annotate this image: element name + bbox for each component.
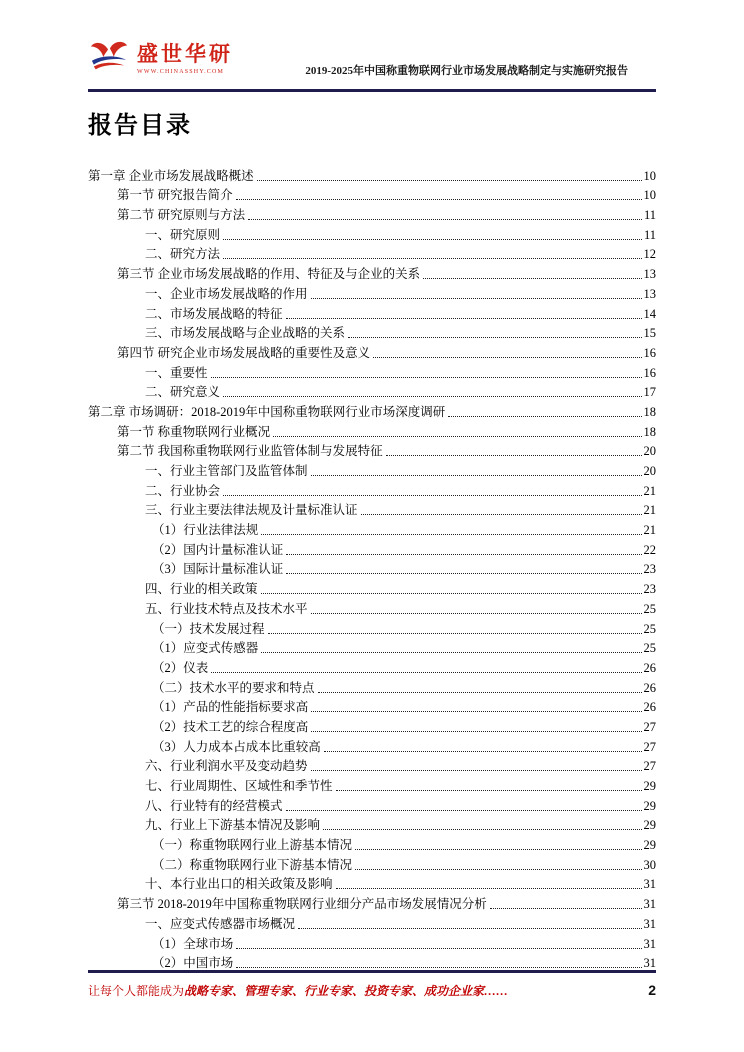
toc-entry-title: 十、本行业出口的相关政策及影响	[145, 877, 333, 892]
toc-entry-title: 六、行业利润水平及变动趋势	[145, 759, 308, 774]
toc-entry-title: 一、研究原则	[145, 227, 221, 242]
toc-entry-page: 27	[643, 739, 656, 754]
toc-entry	[88, 459, 656, 479]
footer-slogan	[88, 982, 508, 999]
toc-entry-title: 三、市场发展战略与企业战略的关系	[145, 326, 346, 341]
page-header	[88, 0, 656, 92]
toc-entry-title: （2）国内计量标准认证	[152, 542, 284, 557]
toc-entry-title: 一、行业主管部门及监管体制	[145, 464, 308, 478]
toc-entry-title: （2）仪表	[152, 660, 209, 675]
toc-entry-page: 23	[643, 582, 656, 597]
toc-dot-leader	[257, 180, 642, 181]
toc-entry-page: 29	[643, 798, 656, 813]
toc-entry-title: 第二节 研究原则与方法	[117, 208, 246, 223]
report-title: 2019-2025年中国称重物联网行业市场发展战略制定与实施研究报告	[305, 65, 628, 77]
toc-entry-page: 20	[643, 464, 656, 478]
toc-entry-page: 17	[643, 385, 656, 400]
toc-entry-page: 29	[643, 779, 656, 793]
toc-entry	[88, 873, 656, 893]
toc-entry-title: 九、行业上下游基本情况及影响	[145, 818, 321, 833]
toc-entry	[88, 361, 656, 381]
toc-entry-title: （一）称重物联网行业上游基本情况	[152, 838, 353, 853]
toc-entry	[88, 400, 656, 420]
toc-entry-page: 14	[643, 306, 656, 321]
toc-entry-page: 11	[643, 208, 656, 223]
toc-entry	[88, 577, 656, 597]
toc-entry	[88, 341, 656, 361]
toc-entry	[88, 558, 656, 578]
toc-entry-title: 二、行业协会	[145, 483, 221, 498]
toc-dot-leader	[311, 475, 642, 476]
footer-slogan-emphasis: 战略专家、管理专家、行业专家、投资专家、成功企业家……	[184, 984, 509, 998]
toc-entry-page: 11	[643, 227, 656, 242]
toc-entry	[88, 814, 656, 834]
toc-dot-leader	[336, 888, 642, 889]
toc-entry	[88, 381, 656, 401]
toc-dot-leader	[311, 711, 641, 712]
toc-dot-leader	[348, 337, 641, 338]
toc-entry	[88, 892, 656, 912]
toc-entry	[88, 617, 656, 637]
toc-entry-page: 10	[643, 168, 656, 183]
toc-entry-page: 22	[643, 542, 656, 557]
toc-entry-title: （1）全球市场	[152, 936, 234, 951]
toc-dot-leader	[324, 751, 642, 752]
toc-entry	[88, 774, 656, 794]
toc-dot-leader	[268, 633, 642, 634]
toc-entry	[88, 932, 656, 952]
toc-entry-title: （2）中国市场	[152, 956, 234, 971]
toc-entry-title: （二）技术水平的要求和特点	[152, 680, 315, 695]
toc-entry	[88, 203, 656, 223]
toc-entry-page: 20	[643, 444, 656, 459]
toc-entry-title: 一、重要性	[145, 365, 208, 380]
toc-entry-page: 26	[643, 660, 656, 675]
toc-entry-page: 21	[643, 483, 656, 498]
toc-entry-title: 第一节 称重物联网行业概况	[117, 424, 271, 439]
toc-entry	[88, 538, 656, 558]
toc-dot-leader	[311, 731, 641, 732]
toc-entry	[88, 676, 656, 696]
toc-entry	[88, 912, 656, 932]
toc-entry-title: 二、研究方法	[145, 247, 221, 262]
toc-dot-leader	[223, 239, 642, 240]
toc-entry	[88, 637, 656, 657]
toc-entry-title: 第四节 研究企业市场发展战略的重要性及意义	[117, 345, 371, 360]
toc-dot-leader	[423, 278, 641, 279]
toc-entry	[88, 322, 656, 342]
toc-dot-leader	[448, 416, 641, 417]
toc-dot-leader	[311, 298, 642, 299]
toc-dot-leader	[298, 928, 641, 929]
toc-entry	[88, 499, 656, 519]
toc-entry-page: 29	[643, 818, 656, 833]
toc-entry	[88, 853, 656, 873]
brand-text	[137, 44, 233, 75]
toc-entry	[88, 302, 656, 322]
toc-entry	[88, 794, 656, 814]
toc-list	[88, 164, 656, 971]
toc-entry-title: 四、行业的相关政策	[145, 582, 258, 597]
toc-entry-page: 31	[643, 897, 656, 912]
toc-entry-title: （2）技术工艺的综合程度高	[152, 719, 309, 734]
toc-entry	[88, 223, 656, 243]
toc-entry-title: （二）称重物联网行业下游基本情况	[152, 857, 353, 872]
toc-entry-title: 五、行业技术特点及技术水平	[145, 601, 308, 616]
toc-entry-title: 第三节 企业市场发展战略的作用、特征及与企业的关系	[117, 267, 421, 282]
toc-dot-leader	[323, 829, 641, 830]
page-title: 报告目录	[88, 112, 192, 139]
toc-dot-leader	[311, 613, 642, 614]
toc-entry	[88, 735, 656, 755]
toc-entry-page: 13	[643, 267, 656, 282]
toc-entry-title: （1）行业法律法规	[152, 523, 259, 538]
toc-entry-title: 第二节 我国称重物联网行业监管体制与发展特征	[117, 444, 383, 459]
toc-dot-leader	[311, 770, 642, 771]
toc-dot-leader	[490, 908, 642, 909]
brand-url: WWW.CHINASSHY.COM	[137, 69, 225, 75]
toc-entry	[88, 420, 656, 440]
toc-entry	[88, 164, 656, 184]
toc-entry	[88, 597, 656, 617]
page-number: 2	[648, 982, 656, 998]
toc-entry-title: 八、行业特有的经营模式	[145, 798, 283, 813]
toc-entry-page: 26	[643, 700, 656, 715]
toc-dot-leader	[261, 593, 642, 594]
brand-logo-icon	[88, 38, 130, 81]
toc-dot-leader	[223, 396, 641, 397]
brand	[88, 38, 233, 81]
toc-entry	[88, 243, 656, 263]
toc-entry	[88, 282, 656, 302]
toc-entry-page: 27	[643, 719, 656, 734]
toc-entry-page: 25	[643, 641, 656, 656]
toc-entry	[88, 479, 656, 499]
toc-dot-leader	[223, 258, 641, 259]
toc-entry	[88, 518, 656, 538]
toc-entry-page: 31	[643, 877, 656, 892]
toc-entry-title: 第一节 研究报告简介	[117, 188, 233, 203]
toc-entry-page: 16	[643, 345, 656, 360]
toc-entry	[88, 656, 656, 676]
toc-dot-leader	[355, 849, 641, 850]
toc-entry	[88, 440, 656, 460]
toc-entry-page: 13	[643, 286, 656, 301]
toc-entry-title: 二、研究意义	[145, 385, 221, 400]
toc-entry-title: （3）人力成本占成本比重较高	[152, 739, 321, 754]
toc-dot-leader	[386, 455, 642, 456]
toc-entry-title: 七、行业周期性、区域性和季节性	[145, 779, 333, 793]
brand-name: 盛世华研	[137, 42, 233, 66]
toc-dot-leader	[286, 810, 642, 811]
toc-entry-title: 一、应变式传感器市场概况	[145, 916, 296, 931]
toc-dot-leader	[261, 652, 641, 653]
toc-entry-page: 31	[643, 916, 656, 931]
toc-dot-leader	[286, 573, 641, 574]
toc-dot-leader	[211, 672, 641, 673]
toc-dot-leader	[355, 869, 641, 870]
toc-entry-title: 三、行业主要法律法规及计量标准认证	[145, 503, 358, 518]
toc-entry-title: （3）国际计量标准认证	[152, 562, 284, 577]
toc-entry-title: 第二章 市场调研：2018-2019年中国称重物联网行业市场深度调研	[88, 404, 446, 419]
toc-dot-leader	[223, 495, 641, 496]
toc-entry-page: 25	[643, 601, 656, 616]
toc-entry-title: （1）产品的性能指标要求高	[152, 700, 309, 715]
toc-entry-title: 第三节 2018-2019年中国称重物联网行业细分产品市场发展情况分析	[117, 897, 487, 912]
toc-dot-leader	[336, 790, 642, 791]
toc-entry-page: 21	[643, 503, 656, 518]
toc-entry-page: 29	[643, 838, 656, 853]
toc-dot-leader	[361, 514, 642, 515]
footer-slogan-prefix: 让每个人都能成为	[88, 984, 185, 998]
toc-entry-page: 16	[643, 365, 656, 380]
toc-entry-title: 第一章 企业市场发展战略概述	[88, 168, 254, 183]
toc-dot-leader	[273, 436, 641, 437]
page-footer	[88, 970, 656, 999]
toc-entry-page: 21	[643, 523, 656, 538]
toc-entry-page: 23	[643, 562, 656, 577]
toc-entry	[88, 262, 656, 282]
toc-entry-title: 一、企业市场发展战略的作用	[145, 286, 308, 301]
toc-dot-leader	[211, 377, 642, 378]
toc-entry-page: 12	[643, 247, 656, 262]
toc-entry-title: （一）技术发展过程	[152, 621, 265, 636]
toc-entry-page: 25	[643, 621, 656, 636]
toc-dot-leader	[261, 534, 641, 535]
toc-entry-title: 二、市场发展战略的特征	[145, 306, 283, 321]
toc-entry-page: 30	[643, 857, 656, 872]
toc-dot-leader	[318, 692, 642, 693]
toc-entry	[88, 715, 656, 735]
toc-entry-page: 18	[643, 424, 656, 439]
toc-entry	[88, 833, 656, 853]
toc-entry-page: 31	[643, 936, 656, 951]
toc-dot-leader	[248, 219, 642, 220]
toc-dot-leader	[236, 948, 641, 949]
toc-entry-page: 15	[643, 326, 656, 341]
toc-entry-page: 18	[643, 404, 656, 419]
toc-entry	[88, 696, 656, 716]
toc-dot-leader	[236, 199, 642, 200]
toc-dot-leader	[373, 357, 641, 358]
toc-entry-page: 26	[643, 680, 656, 695]
toc-entry	[88, 755, 656, 775]
toc-dot-leader	[286, 554, 641, 555]
toc-entry-title: （1）应变式传感器	[152, 641, 259, 656]
toc-entry-page: 10	[643, 188, 656, 203]
toc-entry	[88, 184, 656, 204]
toc-dot-leader	[236, 967, 641, 968]
toc-entry	[88, 952, 656, 972]
toc-entry-page: 31	[643, 956, 656, 971]
toc-entry-page: 27	[643, 759, 656, 774]
toc-dot-leader	[286, 318, 642, 319]
